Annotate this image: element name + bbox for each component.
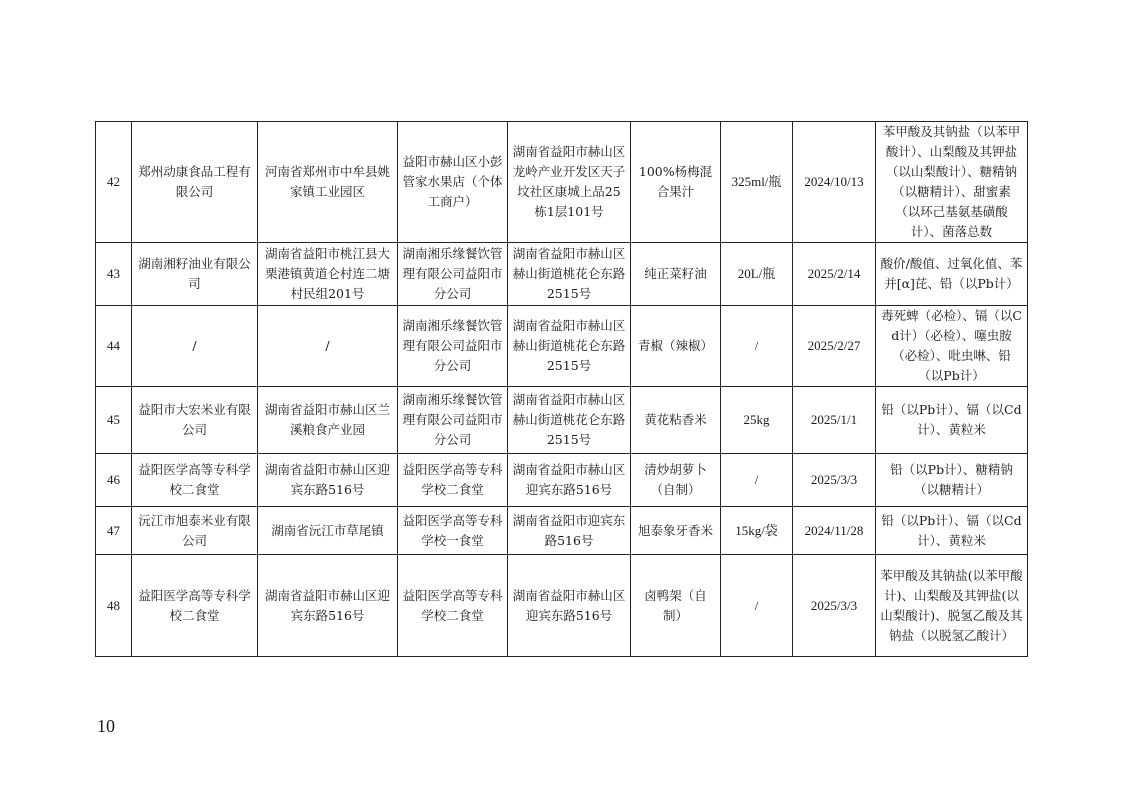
results-table-container [95, 121, 1028, 657]
sampled-unit-cell: 益阳医学高等专科学校一食堂 [398, 507, 508, 555]
table-row [96, 454, 1028, 507]
producer-address-cell: / [258, 306, 398, 387]
date-cell: 2025/3/3 [793, 555, 876, 657]
producer-name-cell: 益阳市大宏米业有限公司 [132, 387, 258, 454]
sampled-address-cell: 湖南省益阳市迎宾东路516号 [508, 507, 631, 555]
table-row [96, 507, 1028, 555]
product-name-cell: 卤鸭架（自制） [631, 555, 721, 657]
table-row [96, 555, 1028, 657]
spec-cell: 20L/瓶 [721, 243, 793, 306]
row-number-cell: 45 [96, 387, 132, 454]
test-items-cell: 铅（以Pb计）、糖精钠（以糖精计） [876, 454, 1028, 507]
date-cell: 2024/10/13 [793, 122, 876, 243]
spec-cell: 15kg/袋 [721, 507, 793, 555]
date-cell: 2025/2/14 [793, 243, 876, 306]
test-items-cell: 毒死蜱（必检）、镉（以Cd计）（必检）、噻虫胺（必检）、吡虫啉、铅（以Pb计） [876, 306, 1028, 387]
sampled-unit-cell: 益阳医学高等专科学校二食堂 [398, 454, 508, 507]
spec-cell: 25kg [721, 387, 793, 454]
producer-address-cell: 湖南省益阳市赫山区迎宾东路516号 [258, 555, 398, 657]
test-items-cell: 铅（以Pb计）、镉（以Cd计）、黄粒米 [876, 387, 1028, 454]
sampled-address-cell: 湖南省益阳市赫山区迎宾东路516号 [508, 555, 631, 657]
product-name-cell: 旭泰象牙香米 [631, 507, 721, 555]
row-number-cell: 46 [96, 454, 132, 507]
producer-address-cell: 湖南省沅江市草尾镇 [258, 507, 398, 555]
row-number-cell: 44 [96, 306, 132, 387]
spec-cell: 325ml/瓶 [721, 122, 793, 243]
product-name-cell: 纯正菜籽油 [631, 243, 721, 306]
results-table [95, 121, 1028, 657]
date-cell: 2025/3/3 [793, 454, 876, 507]
table-row [96, 243, 1028, 306]
sampled-address-cell: 湖南省益阳市赫山区赫山街道桃花仑东路2515号 [508, 306, 631, 387]
product-name-cell: 青椒（辣椒） [631, 306, 721, 387]
product-name-cell: 清炒胡萝卜（自制） [631, 454, 721, 507]
producer-address-cell: 湖南省益阳市赫山区迎宾东路516号 [258, 454, 398, 507]
spec-cell: / [721, 306, 793, 387]
date-cell: 2025/1/1 [793, 387, 876, 454]
table-row [96, 122, 1028, 243]
sampled-unit-cell: 湖南湘乐缘餐饮管理有限公司益阳市分公司 [398, 243, 508, 306]
sampled-address-cell: 湖南省益阳市赫山区赫山街道桃花仑东路2515号 [508, 387, 631, 454]
producer-name-cell: 郑州动康食品工程有限公司 [132, 122, 258, 243]
table-row [96, 306, 1028, 387]
product-name-cell: 100%杨梅混合果汁 [631, 122, 721, 243]
producer-address-cell: 湖南省益阳市桃江县大栗港镇黄道仑村连二塘村民组201号 [258, 243, 398, 306]
page-number: 10 [97, 716, 115, 736]
row-number-cell: 43 [96, 243, 132, 306]
sampled-address-cell: 湖南省益阳市赫山区迎宾东路516号 [508, 454, 631, 507]
row-number-cell: 47 [96, 507, 132, 555]
producer-name-cell: 湖南湘籽油业有限公司 [132, 243, 258, 306]
table-row [96, 387, 1028, 454]
sampled-unit-cell: 湖南湘乐缘餐饮管理有限公司益阳市分公司 [398, 306, 508, 387]
producer-address-cell: 湖南省益阳市赫山区兰溪粮食产业园 [258, 387, 398, 454]
date-cell: 2025/2/27 [793, 306, 876, 387]
sampled-address-cell: 湖南省益阳市赫山区龙岭产业开发区天子坟社区康城上品25栋1层101号 [508, 122, 631, 243]
producer-name-cell: 沅江市旭泰米业有限公司 [132, 507, 258, 555]
producer-name-cell: 益阳医学高等专科学校二食堂 [132, 555, 258, 657]
test-items-cell: 铅（以Pb计）、镉（以Cd计）、黄粒米 [876, 507, 1028, 555]
spec-cell: / [721, 555, 793, 657]
sampled-unit-cell: 湖南湘乐缘餐饮管理有限公司益阳市分公司 [398, 387, 508, 454]
date-cell: 2024/11/28 [793, 507, 876, 555]
test-items-cell: 苯甲酸及其钠盐(以苯甲酸计)、山梨酸及其钾盐(以山梨酸计)、脱氢乙酸及其钠盐（以脱氢乙酸计） [876, 555, 1028, 657]
producer-name-cell: / [132, 306, 258, 387]
row-number-cell: 48 [96, 555, 132, 657]
spec-cell: / [721, 454, 793, 507]
producer-name-cell: 益阳医学高等专科学校二食堂 [132, 454, 258, 507]
sampled-address-cell: 湖南省益阳市赫山区赫山街道桃花仑东路2515号 [508, 243, 631, 306]
producer-address-cell: 河南省郑州市中牟县姚家镇工业园区 [258, 122, 398, 243]
sampled-unit-cell: 益阳市赫山区小彭管家水果店（个体工商户） [398, 122, 508, 243]
sampled-unit-cell: 益阳医学高等专科学校二食堂 [398, 555, 508, 657]
test-items-cell: 苯甲酸及其钠盐（以苯甲酸计）、山梨酸及其钾盐（以山梨酸计）、糖精钠（以糖精计）、甜蜜素（以环己基氨基磺酸计）、菌落总数 [876, 122, 1028, 243]
test-items-cell: 酸价/酸值、过氧化值、苯并[α]芘、铅（以Pb计） [876, 243, 1028, 306]
row-number-cell: 42 [96, 122, 132, 243]
product-name-cell: 黄花粘香米 [631, 387, 721, 454]
